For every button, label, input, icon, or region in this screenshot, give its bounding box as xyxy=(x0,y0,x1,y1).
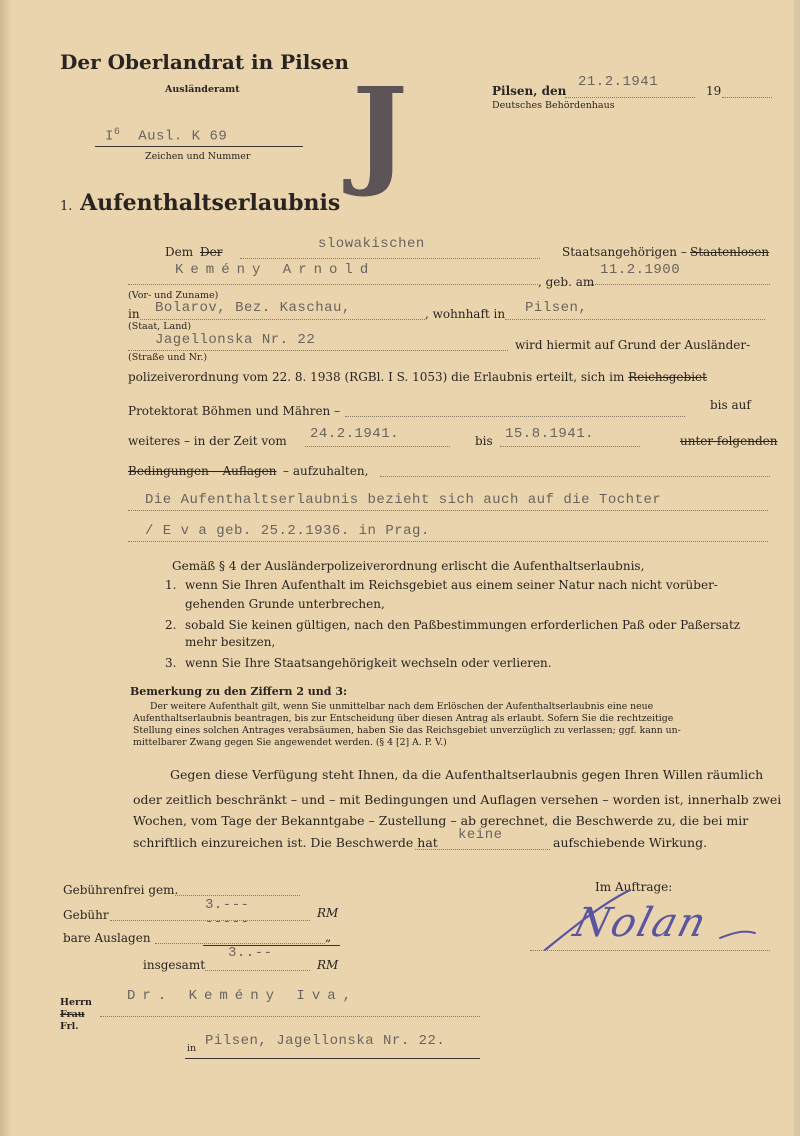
street: Jagellonska Nr. 22 xyxy=(155,332,316,348)
addressee-in: in xyxy=(187,1043,197,1054)
appeal-keine: keine xyxy=(458,827,503,843)
appeal-line-1: Gegen diese Verfügung steht Ihnen, da die Aufenthaltserlaubnis gegen Ihren Willen räumlich xyxy=(170,767,764,782)
text-verordnung xyxy=(128,370,707,384)
total-label: insgesamt xyxy=(143,958,206,972)
reference-prefix: I xyxy=(105,128,114,145)
jew-stamp-j: J xyxy=(352,61,408,200)
expenses-ditto: „ xyxy=(325,930,332,944)
verordnung-text: polizeiverordnung vom 22. 8. 1938 (RGBl. I S. 1053) die Erlaubnis erteilt, sich im xyxy=(128,370,625,384)
valid-from-date: 24.2.1941. xyxy=(310,426,400,442)
rule-3-line-1: wenn Sie Ihre Staatsangehörigkeit wechseln oder verlieren. xyxy=(185,656,552,670)
salutation-frl: Frl. xyxy=(60,1021,79,1032)
remark-title: Bemerkung zu den Ziffern 2 und 3: xyxy=(130,685,348,698)
rule-2-line-2: mehr besitzen, xyxy=(185,635,276,649)
label-in: in xyxy=(128,307,140,321)
birth-date: 11.2.1900 xyxy=(600,262,681,278)
salutation-herrn: Herrn xyxy=(60,997,92,1008)
building-name: Deutsches Behördenhaus xyxy=(492,100,615,111)
issue-date: 21.2.1941 xyxy=(578,74,659,90)
handwritten-signature: Nolan xyxy=(568,900,713,946)
fee-free-label: Gebührenfrei gem. xyxy=(63,883,179,897)
reference-superscript: 6 xyxy=(113,127,121,138)
total-currency: RM xyxy=(317,958,339,972)
label-wird: wird hiermit auf Grund der Ausländer- xyxy=(515,338,751,352)
nationality-value: slowakischen xyxy=(318,236,425,252)
fee-currency: RM xyxy=(317,906,339,920)
valid-to-date: 15.8.1941. xyxy=(505,426,595,442)
text-bis: bis xyxy=(475,434,493,448)
appeal-line-2: oder zeitlich beschränkt – und – mit Bedingungen und Auflagen versehen – worden ist, innerhalb zwei xyxy=(133,792,782,807)
signature-label: Im Auftrage: xyxy=(595,880,673,894)
remark-line-2: Aufenthaltserlaubnis beantragen, bis zur Entscheidung über diesen Antrag als erlaubt. Sofern Sie die rechtzeitige xyxy=(133,713,674,724)
rule-1-line-2: gehenden Grunde unterbrechen, xyxy=(185,597,385,611)
label-wohnhaft: , wohnhaft in xyxy=(425,307,506,321)
remark-line-1: Der weitere Aufenthalt gilt, wenn Sie unmittelbar nach dem Erlöschen der Aufenthaltserlaubnis eine neue xyxy=(150,701,654,712)
appeal-line-4a: schriftlich einzureichen ist. Die Beschwerde hat xyxy=(133,835,438,850)
salutation-frau-struck: Frau xyxy=(60,1009,85,1020)
remark-line-4: mittelbarer Zwang gegen Sie angewendet werden. (§ 4 [2] A. P. V.) xyxy=(133,737,447,748)
label-dem: Dem xyxy=(165,245,194,259)
expenses-label: bare Auslagen xyxy=(63,931,151,945)
struck-reichsgebiet: Reichsgebiet xyxy=(628,370,707,384)
rules-intro: Gemäß § 4 der Ausländerpolizeiverordnung erlischt die Aufenthaltserlaubnis, xyxy=(172,559,645,573)
label-geb-am: , geb. am xyxy=(538,275,595,289)
rule-2-number: 2. xyxy=(165,618,177,632)
label-name: (Vor- und Zuname) xyxy=(128,290,219,301)
label-street: (Straße und Nr.) xyxy=(128,352,208,363)
fee-label: Gebühr xyxy=(63,908,109,922)
title-number: 1. xyxy=(60,199,73,214)
appeal-line-3: Wochen, vom Tage der Bekanntgabe – Zustellung – ab gerechnet, die Beschwerde zu, die bei mir xyxy=(133,813,749,828)
office-name: Ausländeramt xyxy=(165,84,240,95)
reference-rest: Ausl. K 69 xyxy=(138,128,228,145)
label-staatsangehoerigen: Staatsangehörigen – xyxy=(562,245,687,259)
addressee-name: Dr. Kemény Iva, xyxy=(127,988,359,1004)
rule-2-line-1: sobald Sie keinen gültigen, nach den Paßbestimmungen erforderlichen Paß oder Paßersatz xyxy=(185,618,741,632)
year-prefix: 19 xyxy=(706,84,722,98)
struck-der: Der xyxy=(200,245,223,259)
struck-unter-folgenden: unter folgenden xyxy=(680,434,778,448)
scan-edge xyxy=(0,0,12,1136)
text-aufzuhalten: – aufzuhalten, xyxy=(283,464,369,478)
reference-label: Zeichen und Nummer xyxy=(145,151,251,162)
fee-value: 3.--- xyxy=(205,897,250,913)
place-label: Pilsen, den xyxy=(492,84,567,98)
authority-heading: Der Oberlandrat in Pilsen xyxy=(60,50,349,74)
document-title xyxy=(60,190,340,216)
addressee-address: Pilsen, Jagellonska Nr. 22. xyxy=(205,1033,446,1049)
condition-line-2: / E v a geb. 25.2.1936. in Prag. xyxy=(145,523,430,539)
text-weiteres: weiteres – in der Zeit vom xyxy=(128,434,287,448)
total-value: 3..-- xyxy=(228,945,273,961)
struck-staatenlosen: Staatenlosen xyxy=(690,245,770,259)
remark-line-3: Stellung eines solchen Antrages verabsäumen, haben Sie das Reichsgebiet unverzüglich zu verlassen; ggf. kann un- xyxy=(133,725,681,736)
residence: Pilsen, xyxy=(525,300,588,316)
rule-1-number: 1. xyxy=(165,578,177,592)
label-state: (Staat, Land) xyxy=(128,321,192,332)
struck-bedingungen: Bedingungen – Auflagen xyxy=(128,464,277,478)
title-text: Aufenthaltserlaubnis xyxy=(80,190,341,216)
rule-3-number: 3. xyxy=(165,656,177,670)
text-bis-auf: bis auf xyxy=(710,398,751,412)
fee-dash: ----- xyxy=(205,914,250,930)
birthplace: Bolarov, Bez. Kaschau, xyxy=(155,300,351,316)
rule-1-line-1: wenn Sie Ihren Aufenthalt im Reichsgebiet aus einem seiner Natur nach nicht vorüber- xyxy=(185,578,718,592)
text-protektorat: Protektorat Böhmen und Mähren – xyxy=(128,404,341,418)
scan-edge-right xyxy=(794,0,800,1136)
reference-number xyxy=(105,127,227,145)
applicant-name: Kemény Arnold xyxy=(175,262,376,278)
condition-line-1: Die Aufenthaltserlaubnis bezieht sich auch auf die Tochter xyxy=(145,492,662,508)
appeal-line-4b: aufschiebende Wirkung. xyxy=(553,835,708,850)
